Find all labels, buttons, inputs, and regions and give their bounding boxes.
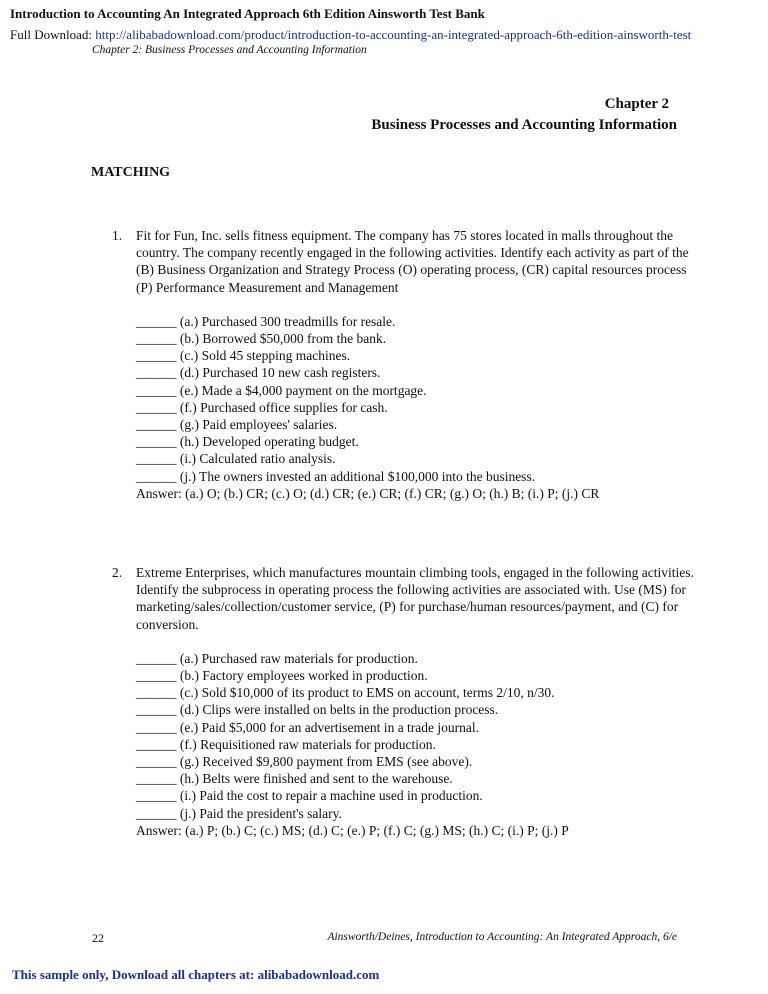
page-number: 22 (92, 931, 104, 945)
question-number: 1. (112, 228, 123, 243)
list-item: ______ (d.) Clips were installed on belts in the production process. (136, 702, 499, 718)
list-item: ______ (e.) Made a $4,000 payment on the mortgage. (136, 382, 427, 398)
list-item: ______ (f.) Purchased office supplies for cash. (136, 399, 388, 415)
download-notice[interactable]: This sample only, Download all chapters at: alibabadownload.com (12, 967, 380, 982)
list-item: ______ (j.) The owners invested an additional $100,000 into the business. (136, 468, 536, 484)
chapter-title: Business Processes and Accounting Information (371, 117, 677, 133)
list-item: ______ (d.) Purchased 10 new cash registers. (136, 365, 381, 381)
list-item: ______ (a.) Purchased 300 treadmills for resale. (136, 313, 396, 329)
question-body (136, 227, 702, 502)
section-title: MATCHING (91, 165, 171, 180)
list-item: ______ (e.) Paid $5,000 for an advertisement in a trade journal. (136, 719, 480, 735)
download-label: Full Download: (10, 27, 96, 42)
list-item: ______ (i.) Calculated ratio analysis. (136, 451, 336, 467)
question-body (136, 564, 702, 839)
question-2 (112, 564, 702, 839)
list-item: ______ (c.) Sold $10,000 of its product to EMS on account, terms 2/10, n/30. (136, 685, 555, 701)
list-item: ______ (g.) Received $9,800 payment from EMS (see above). (136, 754, 473, 770)
footer-citation: Ainsworth/Deines, Introduction to Accounting: An Integrated Approach, 6/e (327, 931, 677, 943)
list-item: ______ (j.) Paid the president's salary. (136, 805, 342, 821)
download-link[interactable]: http://alibabadownload.com/product/introduction-to-accounting-an-integrated-approach-6th-edition-ainsworth-test (95, 27, 692, 42)
answer-key: Answer: (a.) O; (b.) CR; (c.) O; (d.) CR; (e.) CR; (f.) CR; (g.) O; (h.) B; (i.) P; (j.) CR (136, 485, 600, 501)
list-item: ______ (i.) Paid the cost to repair a machine used in production. (136, 788, 483, 804)
list-item: ______ (h.) Belts were finished and sent to the warehouse. (136, 771, 453, 787)
list-item: ______ (a.) Purchased raw materials for production. (136, 650, 418, 666)
list-item: ______ (f.) Requisitioned raw materials for production. (136, 736, 436, 752)
answer-key: Answer: (a.) P; (b.) C; (c.) MS; (d.) C; (e.) P; (f.) C; (g.) MS; (h.) C; (i.) P; (j.) P (136, 822, 569, 838)
list-item: ______ (b.) Borrowed $50,000 from the bank. (136, 331, 387, 347)
list-item: ______ (g.) Paid employees' salaries. (136, 417, 338, 433)
running-head: Chapter 2: Business Processes and Accounting Information (92, 44, 367, 56)
chapter-heading (300, 94, 677, 136)
list-item: ______ (b.) Factory employees worked in production. (136, 668, 428, 684)
question-number: 2. (112, 565, 123, 580)
question-text: Extreme Enterprises, which manufactures mountain climbing tools, engaged in the following activities. Identify the subprocess in operating process the following activities are associated with. Use (MS) for marketing/sales/collection/customer service, (P) for purchase/human resources/payment, and (C) for conversion. (136, 565, 694, 632)
banner-title: Introduction to Accounting An Integrated Approach 6th Edition Ainsworth Test Bank (10, 6, 485, 21)
question-1 (112, 227, 702, 502)
list-item: ______ (h.) Developed operating budget. (136, 434, 359, 450)
chapter-number: Chapter 2 (604, 96, 669, 112)
download-line (10, 27, 768, 43)
question-text: Fit for Fun, Inc. sells fitness equipment. The company has 75 stores located in malls throughout the country. The company recently engaged in the following activities. Identify each activity as part of the (B) Business Organization and Strategy Process (O) operating process, (CR) capital resources process (P) Performance Measurement and Management (136, 228, 689, 295)
list-item: ______ (c.) Sold 45 stepping machines. (136, 348, 351, 364)
